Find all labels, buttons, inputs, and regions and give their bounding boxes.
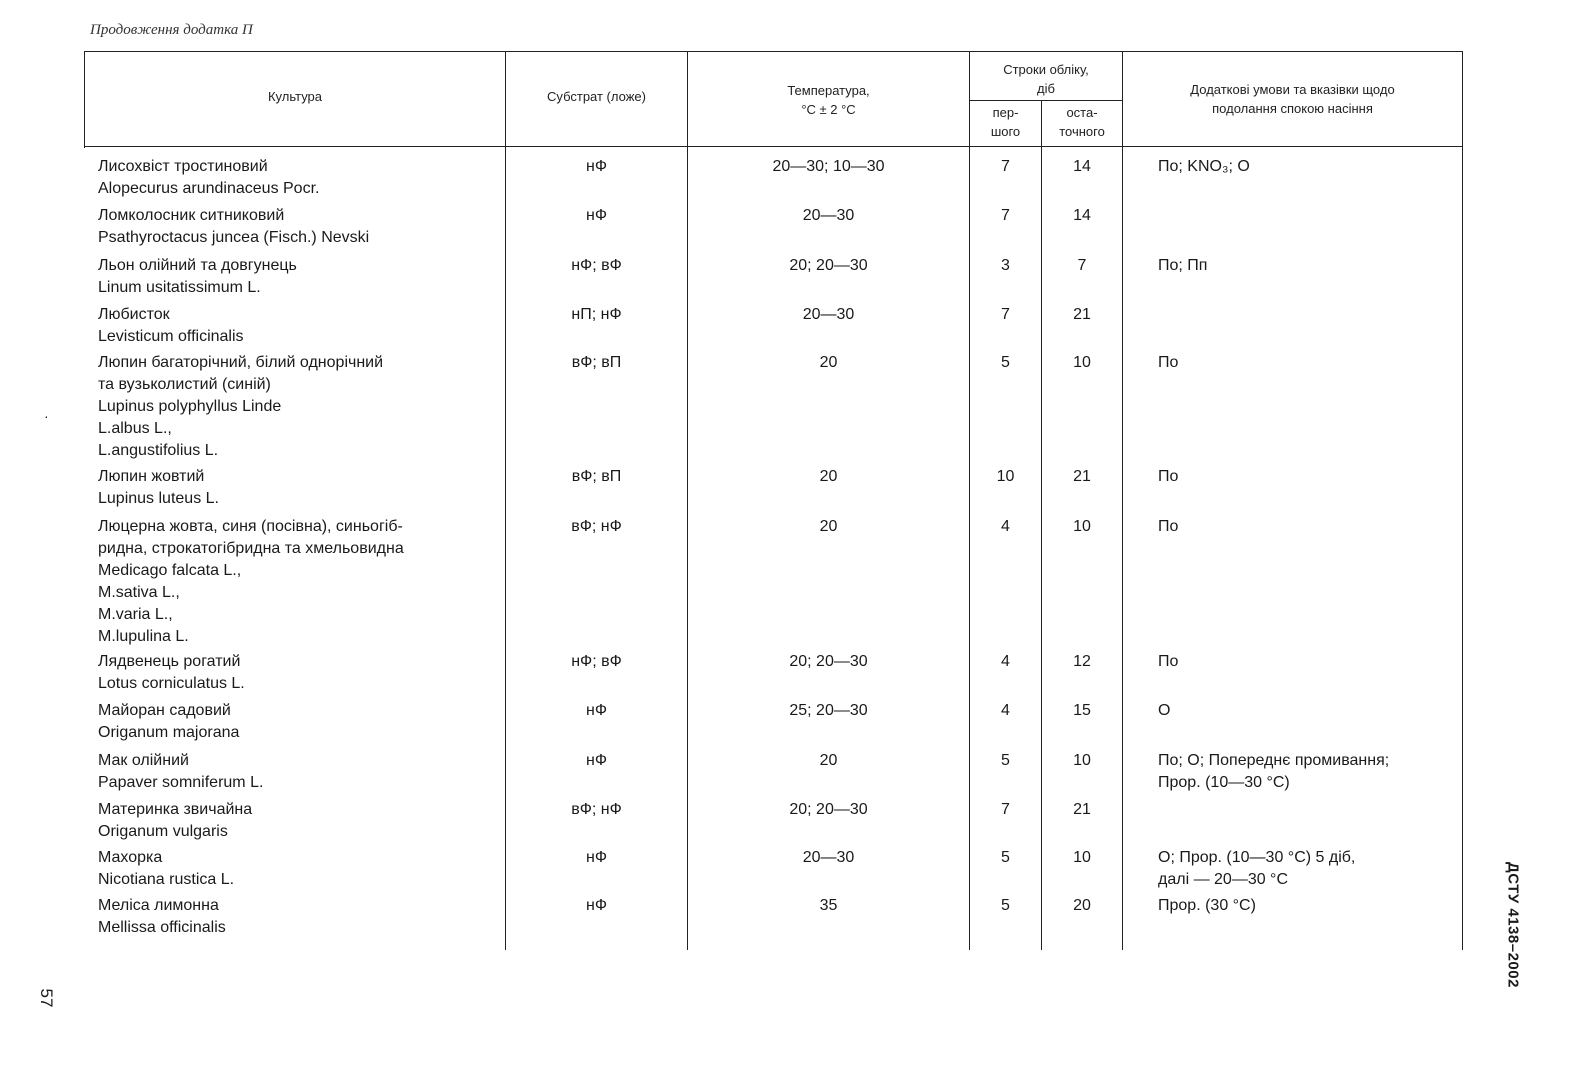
temperature-cell: 20 — [819, 354, 838, 371]
final-count-cell: 14 — [1073, 207, 1091, 224]
substrate-cell: нФ — [586, 158, 607, 175]
substrate-cell: нФ — [586, 207, 607, 224]
column-divider-final-conditions — [1122, 51, 1123, 950]
conditions-cell — [1158, 352, 1178, 374]
page-number: 57 — [37, 988, 56, 1008]
temperature-cell: 20 — [819, 468, 838, 485]
first-count-cell: 7 — [1001, 306, 1010, 323]
final-count-cell: 14 — [1073, 158, 1091, 175]
conditions-cell — [1158, 651, 1178, 673]
temperature-cell: 20—30 — [802, 306, 855, 323]
header-first-line2: шого — [990, 124, 1021, 139]
substrate-cell: вФ; нФ — [571, 518, 622, 535]
header-temperature-line1: Температура, — [787, 83, 870, 98]
culture-cell — [98, 156, 319, 200]
culture-cell — [98, 895, 226, 939]
culture-cell — [98, 847, 234, 891]
culture-name-latin: Origanum majorana — [98, 724, 240, 741]
culture-cell — [98, 651, 245, 695]
conditions-line: По — [1158, 518, 1179, 535]
header-conditions — [1123, 80, 1462, 118]
conditions-cell — [1158, 700, 1170, 722]
page-caption: Продовження додатка П — [90, 22, 253, 38]
culture-cell — [98, 750, 263, 794]
final-count-cell: 15 — [1073, 702, 1091, 719]
culture-name-ua: Люцерна жовта, синя (посівна), синьогіб- — [98, 518, 403, 535]
culture-cell — [98, 799, 252, 843]
culture-cell — [98, 304, 244, 348]
culture-name-latin: Lotus corniculatus L. — [98, 675, 245, 692]
conditions-cell — [1158, 466, 1178, 488]
header-conditions-line1: Додаткові умови та вказівки щодо — [1190, 82, 1395, 97]
conditions-line: далі — 20—30 °С — [1158, 871, 1289, 888]
conditions-line: По; Пп — [1158, 257, 1208, 274]
substrate-cell: нФ — [586, 752, 607, 769]
header-first-line1: пер- — [992, 105, 1019, 120]
temperature-cell: 20; 20—30 — [789, 257, 868, 274]
first-count-cell: 10 — [996, 468, 1015, 485]
final-count-cell: 10 — [1073, 849, 1091, 866]
final-count-cell: 10 — [1073, 752, 1091, 769]
first-count-cell: 7 — [1001, 207, 1010, 224]
temperature-cell: 20; 20—30 — [789, 653, 868, 670]
temperature-cell: 20 — [819, 752, 838, 769]
culture-name-latin: Medicago falcata L., — [98, 562, 242, 579]
standard-designation: ДСТУ 4138–2002 — [1504, 862, 1522, 988]
culture-name-ua: Люпин жовтий — [98, 468, 205, 485]
culture-name-ua: ридна, строкатогібридна та хмельовидна — [98, 540, 404, 557]
culture-name-ua: Ломколосник ситниковий — [98, 207, 285, 224]
conditions-cell — [1158, 750, 1389, 794]
conditions-line: О; Прор. (10—30 °С) 5 діб, — [1158, 849, 1356, 866]
culture-name-latin: Papaver somniferum L. — [98, 774, 264, 791]
conditions-cell — [1158, 255, 1207, 277]
header-first — [970, 103, 1041, 141]
culture-name-ua: Льон олійний та довгунець — [98, 257, 297, 274]
culture-cell — [98, 700, 239, 744]
substrate-cell: вФ; вП — [571, 354, 622, 371]
culture-name-ua: Махорка — [98, 849, 163, 866]
first-count-cell: 5 — [1001, 354, 1010, 371]
culture-name-ua: Любисток — [98, 306, 170, 323]
temperature-cell: 20; 20—30 — [789, 801, 868, 818]
conditions-line: По — [1158, 354, 1179, 371]
substrate-cell: нФ; вФ — [571, 257, 622, 274]
culture-name-ua: Материнка звичайна — [98, 801, 253, 818]
final-count-cell: 7 — [1077, 257, 1087, 274]
culture-cell — [98, 466, 219, 510]
header-substrate: Субстрат (ложе) — [547, 89, 646, 104]
header-final-line1: оста- — [1066, 105, 1098, 120]
substrate-cell: нФ — [586, 897, 607, 914]
header-temperature — [688, 81, 969, 119]
conditions-line: О — [1158, 702, 1171, 719]
first-count-cell: 5 — [1001, 752, 1010, 769]
first-count-cell: 7 — [1001, 158, 1010, 175]
culture-name-latin: Levisticum officinalis — [98, 328, 244, 345]
culture-name-ua: Лядвенець рогатий — [98, 653, 241, 670]
conditions-cell — [1158, 895, 1256, 917]
header-culture: Культура — [267, 89, 323, 104]
culture-name-ua: Лисохвіст тростиновий — [98, 158, 268, 175]
final-count-cell: 12 — [1073, 653, 1091, 670]
temperature-cell: 20—30 — [802, 849, 855, 866]
substrate-cell: вФ; нФ — [571, 801, 622, 818]
header-conditions-line2: подолання спокою насіння — [1212, 101, 1373, 116]
final-count-cell: 10 — [1073, 354, 1091, 371]
first-count-cell: 4 — [1001, 653, 1010, 670]
header-temperature-line2: °С ± 2 °С — [801, 102, 856, 117]
conditions-line: По; О; Попереднє промивання; — [1158, 752, 1390, 769]
culture-cell — [98, 255, 297, 299]
temperature-cell: 20—30; 10—30 — [772, 158, 885, 175]
temperature-cell: 20 — [819, 518, 838, 535]
culture-name-latin: Psathyroctacus juncea (Fisch.) Nevski — [98, 229, 370, 246]
conditions-line: По; KNO₃; О — [1158, 158, 1250, 175]
culture-name-latin: Nicotiana rustica L. — [98, 871, 235, 888]
culture-name-ua: та вузьколистий (синій) — [98, 376, 271, 393]
final-count-cell: 21 — [1073, 468, 1091, 485]
culture-name-latin: M.lupulina L. — [98, 628, 189, 645]
margin-dot: · — [44, 408, 49, 424]
conditions-cell — [1158, 847, 1355, 891]
culture-name-latin: M.varia L., — [98, 606, 173, 623]
culture-cell — [98, 352, 383, 462]
culture-name-latin: Mellissa officinalis — [98, 919, 226, 936]
final-count-cell: 20 — [1073, 897, 1091, 914]
culture-name-latin: Linum usitatissimum L. — [98, 279, 261, 296]
first-count-cell: 7 — [1001, 801, 1010, 818]
conditions-line: Прор. (30 °С) — [1158, 897, 1256, 914]
conditions-cell — [1158, 516, 1178, 538]
conditions-line: Прор. (10—30 °С) — [1158, 774, 1290, 791]
conditions-cell — [1158, 156, 1250, 178]
first-count-cell: 4 — [1001, 518, 1010, 535]
culture-name-latin: Alopecurus arundinaceus Pocr. — [98, 180, 320, 197]
table-right-border — [1462, 51, 1463, 950]
substrate-cell: нФ; вФ — [571, 653, 622, 670]
culture-cell — [98, 205, 369, 249]
culture-name-latin: L.albus L., — [98, 420, 172, 437]
header-final-line2: точного — [1059, 124, 1105, 139]
culture-name-ua: Меліса лимонна — [98, 897, 219, 914]
final-count-cell: 21 — [1073, 306, 1091, 323]
first-count-cell: 3 — [1001, 257, 1010, 274]
header-terms-line1: Строки обліку, — [1003, 62, 1089, 77]
culture-name-latin: M.sativa L., — [98, 584, 180, 601]
first-count-cell: 4 — [1001, 702, 1010, 719]
culture-name-ua: Мак олійний — [98, 752, 189, 769]
temperature-cell: 25; 20—30 — [789, 702, 868, 719]
substrate-cell: нФ — [586, 702, 607, 719]
substrate-cell: нФ — [586, 849, 607, 866]
final-count-cell: 10 — [1073, 518, 1091, 535]
culture-name-ua: Майоран садовий — [98, 702, 231, 719]
culture-cell — [98, 516, 404, 648]
culture-name-latin: L.angustifolius L. — [98, 442, 219, 459]
header-bottom-border — [84, 146, 1462, 147]
header-terms — [970, 60, 1122, 98]
header-final — [1042, 103, 1122, 141]
final-count-cell: 21 — [1073, 801, 1091, 818]
temperature-cell: 20—30 — [802, 207, 855, 224]
table-top-border — [84, 51, 1462, 52]
header-terms-line2: діб — [1037, 81, 1055, 96]
substrate-cell: вФ; вП — [571, 468, 622, 485]
conditions-line: По — [1158, 468, 1179, 485]
culture-name-latin: Origanum vulgaris — [98, 823, 228, 840]
culture-name-latin: Lupinus luteus L. — [98, 490, 219, 507]
culture-name-ua: Люпин багаторічний, білий однорічний — [98, 354, 384, 371]
conditions-line: По — [1158, 653, 1179, 670]
first-count-cell: 5 — [1001, 897, 1010, 914]
temperature-cell: 35 — [819, 897, 838, 914]
terms-subheader-divider — [969, 100, 1122, 101]
culture-name-latin: Lupinus polyphyllus Linde — [98, 398, 282, 415]
substrate-cell: нП; нФ — [571, 306, 622, 323]
first-count-cell: 5 — [1001, 849, 1010, 866]
